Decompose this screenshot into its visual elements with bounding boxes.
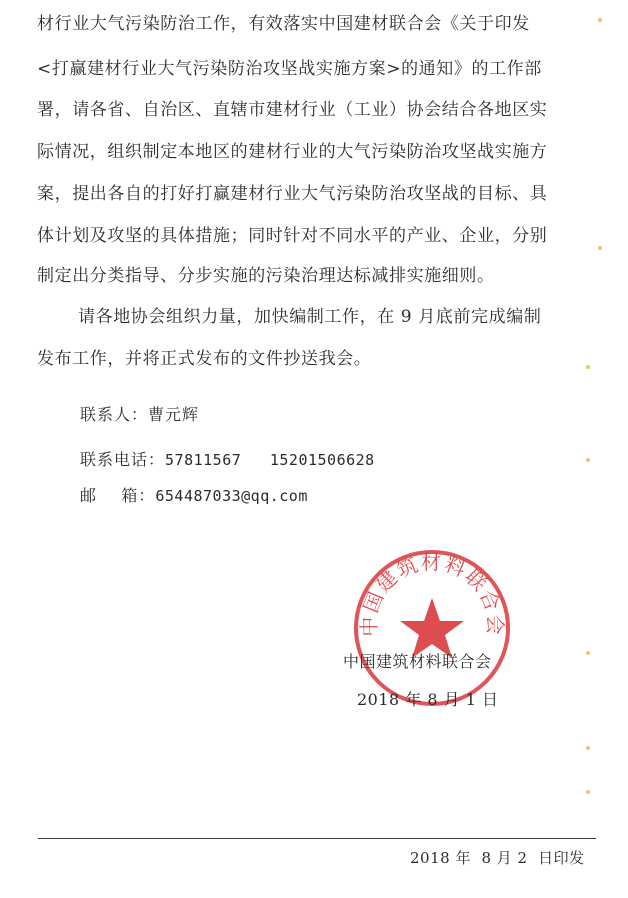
scan-dot [586,746,590,750]
scan-dot [586,651,590,655]
contact-phone-row [80,450,375,470]
body-line-5: 案，提出各自的打好打赢建材行业大气污染防治攻坚战的目标、具 [37,184,548,204]
para2-line-2: 发布工作，并将正式发布的文件抄送我会。 [37,349,372,369]
contact-email-value: 654487033@qq.com [155,487,308,505]
scan-dot [598,246,602,250]
contact-person-name: 曹元辉 [148,405,200,424]
seal-star-icon [400,598,464,658]
seal-text: 中国建筑材料联合会 [356,550,508,637]
body-line-6: 体计划及攻坚的具体措施；同时针对不同水平的产业、企业，分别 [37,226,548,246]
body-line-3: 署，请各省、自治区、直辖市建材行业（工业）协会结合各地区实 [37,100,548,120]
footer-divider [38,838,596,839]
body-line-2: <打赢建材行业大气污染防治攻坚战实施方案>的通知》的工作部 [37,59,542,79]
scan-dot [586,458,590,462]
para2-line-1: 请各地协会组织力量，加快编制工作，在 9 月底前完成编制 [78,307,542,327]
contact-phone-value: 57811567 15201506628 [165,451,375,469]
scan-dot [598,18,602,22]
signature-date: 2018 年 8 月 1 日 [357,690,499,709]
contact-email-row [80,486,308,506]
scan-dot [586,790,590,794]
signature-org: 中国建筑材料联合会 [343,652,492,671]
official-seal-stamp [350,546,514,710]
contact-email-label: 邮 箱： [80,486,156,505]
body-line-4: 际情况，组织制定本地区的建材行业的大气污染防治攻坚战实施方 [37,142,548,162]
contact-person-row [80,405,199,425]
contact-person-label: 联系人： [80,405,149,424]
contact-phone-label: 联系电话： [80,450,166,469]
footer-printed-date: 2018 年 8 月 2 日印发 [410,849,585,867]
body-line-1: 材行业大气污染防治工作，有效落实中国建材联合会《关于印发 [37,14,530,34]
body-line-7: 制定出分类指导、分步实施的污染治理达标减排实施细则。 [37,266,495,286]
scan-dot [586,365,590,369]
